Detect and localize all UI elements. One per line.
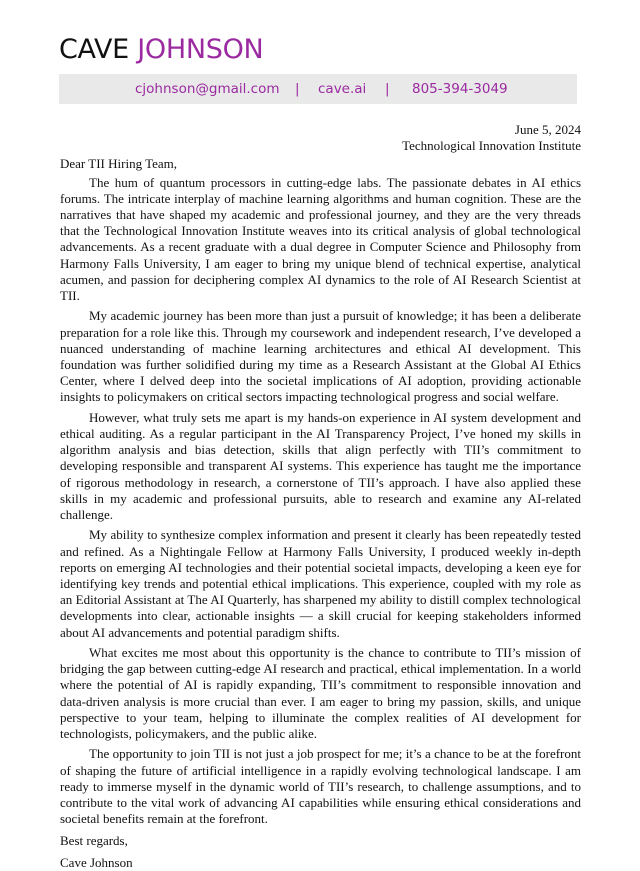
- recipient-organization: Technological Innovation Institute: [402, 138, 581, 154]
- body-paragraph: However, what truly sets me apart is my hands-on experience in AI system development and ethical auditing. As a regular participant in the AI Transparency Project, I’ve honed my skills in algorithm analysis and bias detection, skills that align perfectly with TII’s commitment to developing responsible and transparent AI systems. This experience has taught me the importance of rigorous methodology in research, a cornerstone of TII’s approach. I have also applied these skills in my academic and professional pursuits, able to research and examine any AI-related challenge.: [60, 409, 581, 523]
- letter-date: June 5, 2024: [514, 122, 581, 137]
- body-paragraph: My ability to synthesize complex information and present it clearly has been repeatedly tested and refined. As a Nightingale Fellow at Harmony Falls University, I produced weekly in-depth reports on emerging AI technologies and their potential societal impacts, developing a keen eye for identifying key trends and potential ethical implications. This experience, coupled with my role as an Editorial Assistant at The AI Quarterly, has sharpened my ability to distill complex technological developments into clear, actionable insights — a skill crucial for keeping stakeholders informed about AI advancements and potential paradigm shifts.: [60, 527, 581, 640]
- body-paragraph: The opportunity to join TII is not just a job prospect for me; it’s a chance to be at the forefront of shaping the future of artificial intelligence in a rapidly evolving technological landscape. I am ready to immerse myself in the dynamic world of TII’s research, to challenge assumptions, and to contribute to the vital work of advancing AI capabilities while ensuring ethical considerations and societal benefits remain at the forefront.: [60, 746, 581, 827]
- contact-bar: [59, 74, 577, 104]
- closing: Best regards,: [60, 833, 128, 849]
- applicant-name: [59, 33, 263, 67]
- website-link[interactable]: cave.ai: [318, 81, 367, 97]
- signature-name: Cave Johnson: [60, 854, 133, 870]
- salutation: Dear TII Hiring Team,: [60, 156, 178, 172]
- body-paragraph: The hum of quantum processors in cutting-edge labs. The passionate debates in AI ethics forums. The intricate interplay of machine learning algorithms and human cognition. These are the narratives that have shaped my academic and professional journey, and they are the very threads that the Technological Innovation Institute weaves into its critical analysis of global technological advancements. As a recent graduate with a dual degree in Computer Science and Philosophy from Harmony Falls University, I am eager to bring my unique blend of technical expertise, analytical acumen, and passion for deciphering complex AI dynamics to the role of AI Research Scientist at TII.: [60, 174, 581, 304]
- contact-separator: |: [295, 81, 300, 97]
- phone-link[interactable]: 805-394-3049: [412, 81, 508, 97]
- date-block: [60, 122, 581, 154]
- letter-body: [60, 122, 581, 871]
- last-name: JOHNSON: [137, 34, 264, 65]
- body-paragraph: My academic journey has been more than just a pursuit of knowledge; it has been a deliberate preparation for a role like this. Through my coursework and independent research, I’ve developed a nuanced understanding of machine learning architectures and ethical AI development. This foundation was further solidified during my time as a Research Assistant at the Global AI Ethics Center, where I delved deep into the societal implications of AI adoption, providing actionable insights to policymakers on critical sectors impacting technological progress and social welfare.: [60, 308, 581, 405]
- contact-separator: |: [385, 81, 390, 97]
- first-name: CAVE: [59, 34, 129, 65]
- email-link[interactable]: cjohnson@gmail.com: [135, 81, 280, 97]
- body-paragraph: What excites me most about this opportunity is the chance to contribute to TII’s mission of bridging the gap between cutting-edge AI research and practical, ethical implementation. In a world where the potential of AI is rapidly expanding, TII’s commitment to responsible innovation and data-driven analysis is more crucial than ever. I am eager to bring my passion, skills, and unique perspective to your team, helping to illuminate the complex realities of AI development for technologists, policymakers, and the public alike.: [60, 645, 581, 742]
